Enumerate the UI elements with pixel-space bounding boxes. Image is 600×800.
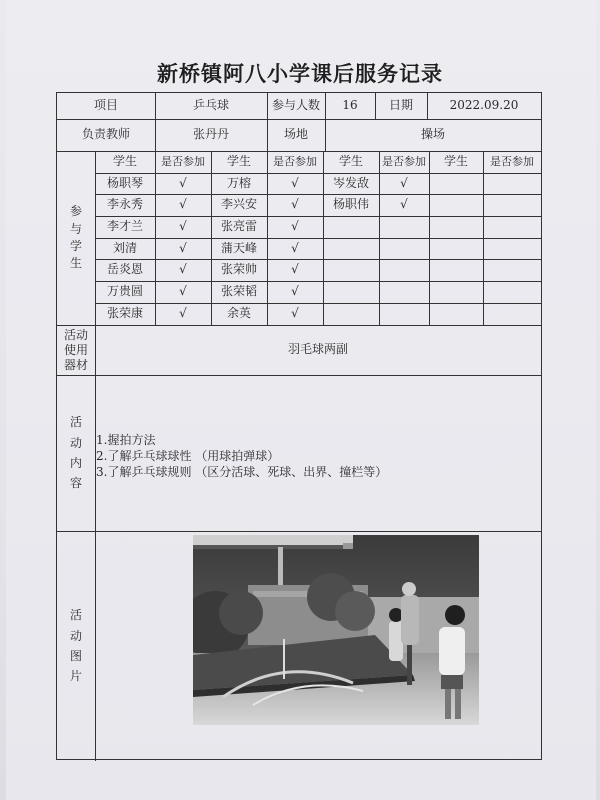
activity-content-list [96,432,387,480]
check-mark: √ [179,219,187,234]
venue-value: 操场 [420,127,445,142]
check-mark: √ [291,262,299,277]
item-label: 项目 [93,98,118,113]
participants-section-label: 参 与 学 生 [69,204,82,271]
student-name: 张荣帅 [220,262,257,277]
check-mark: √ [400,175,408,190]
student-name: 刘清 [112,240,137,255]
equipment-label: 活动 使用 器材 [63,327,88,372]
activity-photo [193,535,479,725]
student-name: 张荣康 [106,306,143,321]
check-mark: √ [291,175,299,190]
content-line: 3.了解乒乓球规则 （区分活球、死球、出界、撞栏等） [96,465,388,479]
column-header-joined: 是否参加 [382,154,426,168]
activity-photo-illustration [193,535,479,725]
teacher-value: 张丹丹 [192,127,229,142]
student-name: 万贵圆 [106,284,143,299]
check-mark: √ [179,175,187,190]
student-name: 蒲天峰 [220,240,257,255]
item-value: 乒乓球 [192,98,229,113]
column-header-joined: 是否参加 [490,154,534,168]
check-mark: √ [179,197,187,212]
page-title: 新桥镇阿八小学课后服务记录 [157,62,443,86]
student-name: 李永秀 [106,197,143,212]
student-name: 岑发敌 [332,175,369,190]
student-name: 杨职伟 [332,197,369,212]
student-name: 李才兰 [106,219,143,234]
check-mark: √ [291,197,299,212]
content-label: 活 动 内 容 [69,415,82,491]
column-header-joined: 是否参加 [273,154,317,168]
check-mark: √ [291,284,299,299]
check-mark: √ [179,262,187,277]
student-name: 杨职琴 [106,175,143,190]
student-name: 张荣韬 [220,284,257,299]
teacher-label: 负责教师 [81,127,130,142]
column-header-student: 学生 [112,154,137,169]
check-mark: √ [291,219,299,234]
student-name: 张亮雷 [220,219,257,234]
content-line: 1.握拍方法 [96,433,156,447]
check-mark: √ [179,240,187,255]
participant-count-label: 参与人数 [271,98,320,113]
check-mark: √ [179,306,187,321]
student-name: 李兴安 [220,197,257,212]
column-header-student: 学生 [338,154,363,169]
column-header-student: 学生 [226,154,251,169]
check-mark: √ [400,197,408,212]
participant-count-value: 16 [342,98,358,113]
check-mark: √ [291,306,299,321]
photo-label: 活 动 图 片 [69,608,82,684]
date-label: 日期 [388,98,413,113]
venue-label: 场地 [283,127,308,142]
equipment-value: 羽毛球两副 [287,342,348,357]
student-name: 岳炎恩 [106,262,143,277]
check-mark: √ [291,240,299,255]
content-line: 2.了解乒乓球球性 （用球拍弹球） [96,449,280,463]
column-header-joined: 是否参加 [161,154,205,168]
student-name: 万榕 [226,175,251,190]
column-header-student: 学生 [443,154,468,169]
student-name: 余英 [226,306,251,321]
check-mark: √ [179,284,187,299]
date-value: 2022.09.20 [449,98,519,113]
